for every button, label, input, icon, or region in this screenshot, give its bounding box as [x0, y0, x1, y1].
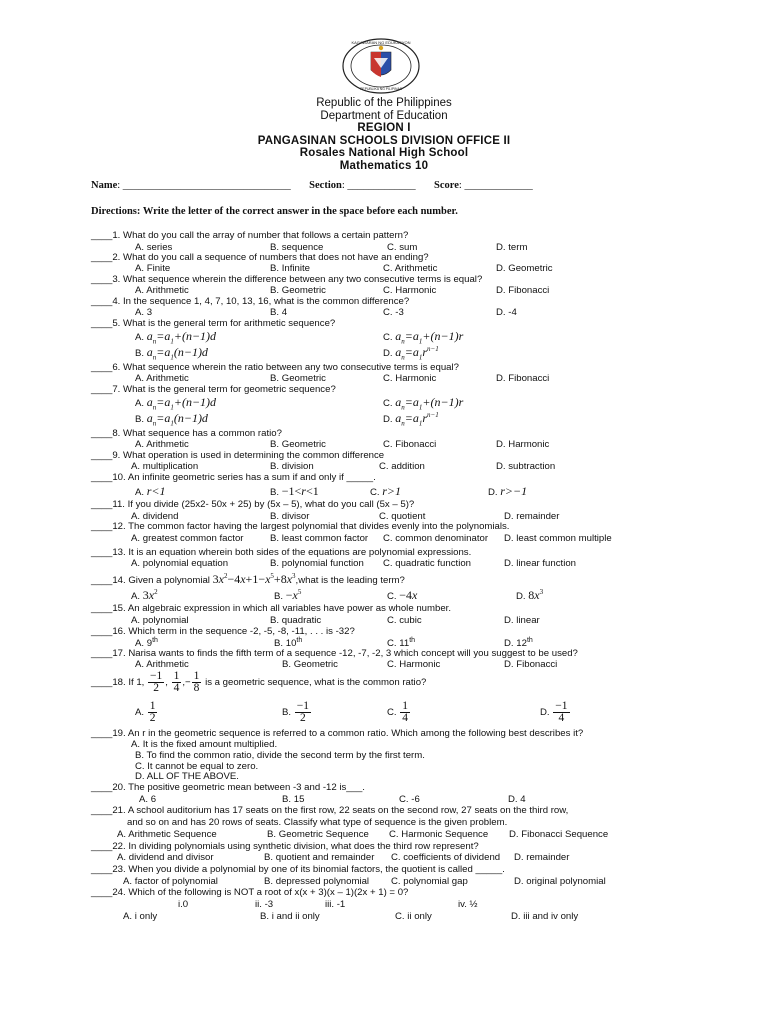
- q3-choice-c[interactable]: C. Harmonic: [383, 285, 437, 296]
- q4-choice-b[interactable]: B. 4: [270, 307, 288, 318]
- q12-choice-c[interactable]: C. common denominator: [383, 533, 489, 544]
- q24-option-ii: ii. -3: [255, 899, 274, 910]
- q15-choice-c[interactable]: C. cubic: [387, 615, 422, 626]
- q13-choice-b[interactable]: B. polynomial function: [270, 558, 364, 569]
- q14-choice-a[interactable]: A. $3x^2$: [131, 588, 158, 602]
- header-line-2: Department of Education: [320, 109, 448, 122]
- q2-choice-b[interactable]: B. Infinite: [270, 263, 310, 274]
- q13-choice-c[interactable]: C. quadratic function: [383, 558, 471, 569]
- q24-option-i: i.0: [178, 899, 189, 910]
- q3-choice-b[interactable]: B. Geometric: [270, 285, 326, 296]
- q12-choice-b[interactable]: B. least common factor: [270, 533, 369, 544]
- q14-choice-b[interactable]: B. $-x^5$: [274, 588, 302, 602]
- header-line-5: Rosales National High School: [299, 147, 469, 160]
- q21-choice-c[interactable]: C. Harmonic Sequence: [389, 829, 489, 840]
- question-4: ____4. In the sequence 1, 4, 7, 10, 13, 16, what is the common difference?: [91, 296, 410, 307]
- directions: Directions: Write the letter of the correct answer in the space before each number.: [91, 206, 458, 217]
- q5-choice-a[interactable]: A. $a_n=a_1+(n-1)d$: [135, 329, 217, 346]
- q12-choice-a[interactable]: A. greatest common factor: [131, 533, 244, 544]
- question-14: [91, 572, 405, 587]
- question-15: ____15. An algebraic expression in which all variables have power as whole number.: [91, 603, 451, 614]
- question-3: ____3. What sequence wherein the difference between any two consecutive terms is equal?: [91, 274, 483, 285]
- q4-choice-d[interactable]: D. -4: [496, 307, 517, 318]
- q6-choice-a[interactable]: A. Arithmetic: [135, 373, 189, 384]
- q22-choice-a[interactable]: A. dividend and divisor: [117, 852, 214, 863]
- question-5: ____5. What is the general term for arithmetic sequence?: [91, 318, 336, 329]
- q14-stem-end: ,what is the leading term?: [295, 575, 405, 586]
- q3-choice-a[interactable]: A. Arithmetic: [135, 285, 189, 296]
- q18-term-4: $\frac{1}{8}$: [193, 670, 200, 694]
- header-line-6: Mathematics 10: [339, 159, 429, 172]
- q9-choice-a[interactable]: A. multiplication: [131, 461, 199, 472]
- header-line-1: Republic of the Philippines: [316, 97, 452, 109]
- seal-text-bottom: REPUBLIKA NG PILIPINAS: [359, 87, 403, 91]
- question-16: ____16. Which term in the sequence -2, -5, -8, -11, . . . is -32?: [91, 626, 355, 637]
- section-field[interactable]: : _____________: [341, 180, 416, 191]
- question-18: ____18. If 1, $\frac{-1}{2}$ , $\frac{1}{4}$ ,− $\frac{1}{8}$ is a geometric sequence, what is the common ratio?: [91, 670, 427, 694]
- q10-choice-c[interactable]: C. r>1: [370, 484, 402, 498]
- question-7: ____7. What is the general term for geometric sequence?: [91, 384, 336, 395]
- q1-choice-b[interactable]: B. sequence: [270, 242, 324, 253]
- q22-choice-d[interactable]: D. remainder: [514, 852, 570, 863]
- question-17: ____17. Narisa wants to finds the fifth term of a sequence -12, -7, -2, 3 which concept will you suggest to be used?: [91, 648, 578, 659]
- q23-choice-c[interactable]: C. polynomial gap: [391, 876, 468, 887]
- q24-option-iii: iii. -1: [325, 899, 346, 910]
- q13-choice-d[interactable]: D. linear function: [504, 558, 576, 569]
- q2-choice-c[interactable]: C. Arithmetic: [383, 263, 438, 274]
- q12-choice-d[interactable]: D. least common multiple: [504, 533, 612, 544]
- name-label: Name: [91, 180, 118, 191]
- q15-choice-d[interactable]: D. linear: [504, 615, 540, 626]
- question-21: ____21. A school auditorium has 17 seats on the first row, 22 seats on the second row, 27 seats on the third row,: [91, 805, 569, 816]
- q22-choice-b[interactable]: B. quotient and remainder: [264, 852, 375, 863]
- q14-polynomial: $3x^2-4x+1-x^5+8x^3$: [212, 572, 296, 586]
- q14-choice-d[interactable]: D. $8x^3$: [516, 588, 544, 602]
- q21-choice-a[interactable]: A. Arithmetic Sequence: [117, 829, 217, 840]
- q5-choice-b[interactable]: B. $a_n=a_1(n-1)d$: [135, 345, 208, 362]
- q18-stem: ____18. If 1,: [91, 677, 145, 689]
- name-field[interactable]: : ________________________________: [117, 180, 291, 191]
- q19-choice-c[interactable]: C. It cannot be equal to zero.: [135, 761, 259, 772]
- score-label: Score: [434, 180, 459, 191]
- q19-choice-a[interactable]: A. It is the fixed amount multiplied.: [131, 739, 278, 750]
- q8-choice-a[interactable]: A. Arithmetic: [135, 439, 189, 450]
- q17-choice-a[interactable]: A. Arithmetic: [135, 659, 189, 670]
- question-19: ____19. An r in the geometric sequence is referred to a common ratio. Which among the following best describes it?: [91, 728, 584, 739]
- question-12: ____12. The common factor having the largest polynomial that divides evenly into the polynomials.: [91, 521, 510, 532]
- document-header: [0, 97, 768, 173]
- q16-choice-a[interactable]: A. 9th: [135, 637, 158, 650]
- q1-choice-d[interactable]: D. term: [496, 242, 528, 253]
- q13-choice-a[interactable]: A. polynomial equation: [131, 558, 229, 569]
- q10-choice-b[interactable]: B. −1<r<1: [270, 484, 319, 498]
- q17-choice-c[interactable]: C. Harmonic: [387, 659, 441, 670]
- question-11: ____11. If you divide (25x2- 50x + 25) by (5x – 5), what do you call (5x – 5)?: [91, 499, 415, 510]
- q14-stem: ____14. Given a polynomial: [91, 575, 210, 586]
- q15-choice-a[interactable]: A. polynomial: [131, 615, 189, 626]
- q3-choice-d[interactable]: D. Fibonacci: [496, 285, 550, 296]
- question-10: ____10. An infinite geometric series has a sum if and only if _____.: [91, 472, 376, 483]
- q21-choice-d[interactable]: D. Fibonacci Sequence: [509, 829, 609, 840]
- q8-choice-d[interactable]: D. Harmonic: [496, 439, 550, 450]
- question-8: ____8. What sequence has a common ratio?: [91, 428, 282, 439]
- q20-choice-d[interactable]: D. 4: [508, 794, 526, 805]
- q7-choice-d[interactable]: D. $a_n=a_1r^{n-1}$: [383, 411, 439, 428]
- q10-choice-a[interactable]: A. r<1: [135, 484, 166, 498]
- header-line-4: PANGASINAN SCHOOLS DIVISION OFFICE II: [257, 134, 511, 147]
- question-6: ____6. What sequence wherein the ratio between any two consecutive terms is equal?: [91, 362, 459, 373]
- q2-choice-d[interactable]: D. Geometric: [496, 263, 553, 274]
- seal-text-top: KAGAWARAN NG EDUKASYON: [351, 40, 411, 45]
- q16-choice-b[interactable]: B. 10th: [274, 637, 303, 650]
- q6-choice-c[interactable]: C. Harmonic: [383, 373, 437, 384]
- score-field[interactable]: : _____________: [458, 180, 533, 191]
- q6-choice-b[interactable]: B. Geometric: [270, 373, 326, 384]
- q8-choice-c[interactable]: C. Fibonacci: [383, 439, 437, 450]
- q18-choice-a[interactable]: A. $\frac{1}{2}$: [135, 700, 156, 724]
- q18-stem-end: is a geometric sequence, what is the common ratio?: [205, 677, 427, 689]
- q19-choice-b[interactable]: B. To find the common ratio, divide the second term by the first term.: [135, 750, 425, 761]
- q17-choice-d[interactable]: D. Fibonacci: [504, 659, 558, 670]
- student-info-row: [91, 180, 533, 191]
- q20-choice-b[interactable]: B. 15: [282, 794, 305, 805]
- question-21-line-2: and so on and has 20 rows of seats. Classify what type of sequence is the given problem.: [127, 817, 508, 828]
- q16-choice-c[interactable]: C. 11th: [387, 637, 416, 650]
- q23-choice-d[interactable]: D. original polynomial: [514, 876, 606, 887]
- q18-choice-c[interactable]: C. $\frac{1}{4}$: [387, 700, 409, 724]
- q18-term-2: $\frac{-1}{2}$: [150, 670, 163, 694]
- deped-seal: [341, 38, 421, 94]
- q4-choice-a[interactable]: A. 3: [135, 307, 153, 318]
- q23-choice-a[interactable]: A. factor of polynomial: [123, 876, 218, 887]
- q16-choice-d[interactable]: D. 12th: [504, 637, 533, 650]
- q18-choice-b[interactable]: B. $\frac{-1}{2}$: [282, 700, 309, 724]
- q11-choice-a[interactable]: A. dividend: [131, 511, 179, 522]
- question-20: ____20. The positive geometric mean between -3 and -12 is___.: [91, 782, 365, 793]
- q5-choice-d[interactable]: D. $a_n=a_1r^{n-1}$: [383, 345, 439, 362]
- q4-choice-c[interactable]: C. -3: [383, 307, 404, 318]
- q14-choice-c[interactable]: C. −4x: [387, 588, 418, 602]
- q22-choice-c[interactable]: C. coefficients of dividend: [391, 852, 501, 863]
- q18-choice-d[interactable]: D. $\frac{-1}{4}$: [540, 700, 568, 724]
- q18-term-3: $\frac{1}{4}$: [173, 670, 180, 694]
- q7-choice-b[interactable]: B. $a_n=a_1(n-1)d$: [135, 411, 208, 428]
- q24-option-iv: iv. ½: [458, 899, 478, 910]
- question-1: ____1. What do you call the array of number that follows a certain pattern?: [91, 230, 409, 241]
- q17-choice-b[interactable]: B. Geometric: [282, 659, 338, 670]
- section-label: Section: [309, 180, 342, 191]
- q1-choice-c[interactable]: C. sum: [387, 242, 418, 253]
- question-24: ____24. Which of the following is NOT a root of x(x + 3)(x – 1)(2x + 1) = 0?: [91, 887, 409, 898]
- q24-choice-d[interactable]: D. iii and iv only: [511, 911, 579, 922]
- q2-choice-a[interactable]: A. Finite: [135, 263, 171, 274]
- q24-choice-b[interactable]: B. i and ii only: [260, 911, 320, 922]
- q24-choice-a[interactable]: A. i only: [123, 911, 158, 922]
- q20-choice-a[interactable]: A. 6: [139, 794, 157, 805]
- q11-choice-d[interactable]: D. remainder: [504, 511, 560, 522]
- question-23: ____23. When you divide a polynomial by one of its binomial factors, the quotient is called _____.: [91, 864, 505, 875]
- q7-choice-c[interactable]: C. $a_n=a_1+(n-1)r$: [383, 395, 464, 412]
- question-22: ____22. In dividing polynomials using synthetic division, what does the third row represent?: [91, 841, 479, 852]
- q11-choice-c[interactable]: C. quotient: [379, 511, 426, 522]
- q19-choice-d[interactable]: D. ALL OF THE ABOVE.: [135, 771, 239, 782]
- question-9: ____9. What operation is used in determining the common difference: [91, 450, 385, 461]
- q10-choice-d[interactable]: D. r>−1: [488, 484, 528, 498]
- question-2: ____2. What do you call a sequence of numbers that does not have an ending?: [91, 252, 429, 263]
- q8-choice-b[interactable]: B. Geometric: [270, 439, 326, 450]
- q24-choice-c[interactable]: C. ii only: [395, 911, 432, 922]
- q21-choice-b[interactable]: B. Geometric Sequence: [267, 829, 369, 840]
- q11-choice-b[interactable]: B. divisor: [270, 511, 310, 522]
- q15-choice-b[interactable]: B. quadratic: [270, 615, 322, 626]
- q5-choice-c[interactable]: C. $a_n=a_1+(n-1)r$: [383, 329, 464, 346]
- q23-choice-b[interactable]: B. depressed polynomial: [264, 876, 370, 887]
- q7-choice-a[interactable]: A. $a_n=a_1+(n-1)d$: [135, 395, 217, 412]
- q9-choice-c[interactable]: C. addition: [379, 461, 425, 472]
- q6-choice-d[interactable]: D. Fibonacci: [496, 373, 550, 384]
- question-13: ____13. It is an equation wherein both sides of the equations are polynomial expressions.: [91, 547, 472, 558]
- q1-choice-a[interactable]: A. series: [135, 242, 173, 253]
- q9-choice-d[interactable]: D. subtraction: [496, 461, 556, 472]
- header-line-3: REGION I: [357, 122, 411, 135]
- q9-choice-b[interactable]: B. division: [270, 461, 314, 472]
- q20-choice-c[interactable]: C. -6: [399, 794, 420, 805]
